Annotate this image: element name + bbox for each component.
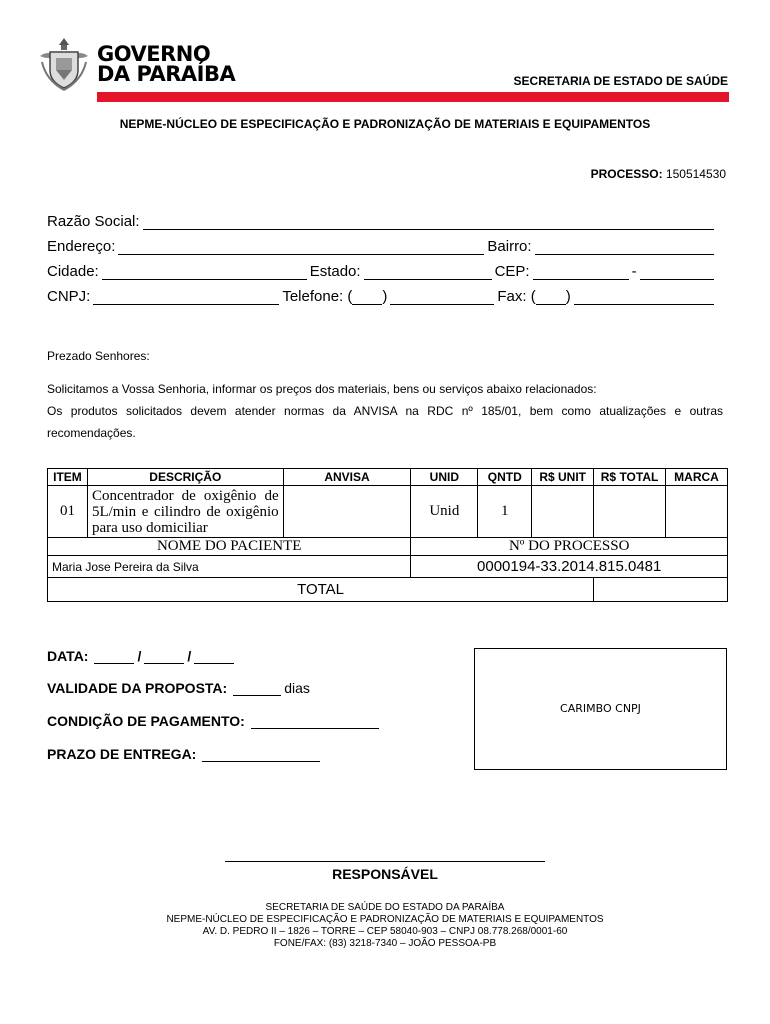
patient-label-row bbox=[48, 538, 728, 556]
data-year-blank[interactable] bbox=[194, 651, 234, 664]
header-anvisa: ANVISA bbox=[283, 469, 411, 486]
prazo-field: PRAZO DE ENTREGA: bbox=[47, 746, 323, 762]
data-month-blank[interactable] bbox=[144, 651, 184, 664]
data-field: DATA: / / bbox=[47, 648, 237, 664]
cep-suffix-blank[interactable] bbox=[640, 267, 714, 280]
table-row bbox=[48, 486, 728, 538]
header-marca: MARCA bbox=[666, 469, 728, 486]
telefone-blank[interactable] bbox=[390, 292, 494, 305]
footer-line3: AV. D. PEDRO II – 1826 – TORRE – CEP 58040-903 – CNPJ 08.778.268/0001-60 bbox=[202, 926, 568, 937]
cidade-row: Cidade: Estado: CEP: - bbox=[47, 263, 717, 280]
footer-line1: SECRETARIA DE SAÚDE DO ESTADO DA PARAÍBA bbox=[265, 902, 505, 913]
header-item: ITEM bbox=[48, 469, 88, 486]
request-paragraph: Solicitamos a Vossa Senhoria, informar os preços dos materiais, bens ou serviços abaixo relacionados: bbox=[47, 382, 597, 396]
processo-reference: PROCESSO: 150514530 bbox=[590, 167, 726, 181]
item-unid: Unid bbox=[411, 486, 478, 538]
items-table bbox=[47, 468, 728, 602]
cnpj-stamp-box[interactable] bbox=[474, 648, 727, 770]
data-day-blank[interactable] bbox=[94, 651, 134, 664]
stamp-label: CARIMBO CNPJ bbox=[560, 702, 641, 715]
item-marca[interactable] bbox=[666, 486, 728, 538]
prazo-blank[interactable] bbox=[202, 749, 320, 762]
validade-blank[interactable] bbox=[233, 683, 281, 696]
bairro-blank[interactable] bbox=[535, 242, 714, 255]
estado-blank[interactable] bbox=[364, 267, 492, 280]
government-logo-text: GOVERNO DA PARAÍBA bbox=[97, 42, 236, 86]
fax-ddd-blank[interactable] bbox=[536, 292, 566, 305]
footer-line4: FONE/FAX: (83) 3218-7340 – JOÃO PESSOA-PB bbox=[273, 938, 497, 949]
coat-of-arms-icon bbox=[36, 36, 92, 92]
condicao-field: CONDIÇÃO DE PAGAMENTO: bbox=[47, 713, 382, 729]
processo-value: 0000194-33.2014.815.0481 bbox=[411, 556, 728, 578]
condicao-blank[interactable] bbox=[251, 716, 379, 729]
anvisa-paragraph-line1: Os produtos solicitados devem atender normas da ANVISA na RDC nº 185/01, bem como atualizações e outras bbox=[47, 404, 723, 418]
cep-blank[interactable] bbox=[533, 267, 629, 280]
header-total: R$ TOTAL bbox=[594, 469, 666, 486]
patient-value-row bbox=[48, 556, 728, 578]
endereco-blank[interactable] bbox=[118, 242, 484, 255]
header-unit: R$ UNIT bbox=[532, 469, 594, 486]
header-qntd: QNTD bbox=[478, 469, 532, 486]
greeting: Prezado Senhores: bbox=[47, 349, 150, 363]
header-unid: UNID bbox=[411, 469, 478, 486]
item-qntd: 1 bbox=[478, 486, 532, 538]
anvisa-paragraph-line2: recomendações. bbox=[47, 426, 136, 440]
paciente-label: NOME DO PACIENTE bbox=[48, 538, 411, 556]
cnpj-row: CNPJ: Telefone: ( ) Fax: ( ) bbox=[47, 288, 717, 305]
header-red-bar bbox=[97, 92, 729, 102]
footer bbox=[0, 902, 770, 950]
item-description: Concentrador de oxigênio de 5L/min e cilindro de oxigênio para uso domiciliar bbox=[87, 486, 283, 538]
total-label: TOTAL bbox=[48, 578, 594, 602]
table-header-row bbox=[48, 469, 728, 486]
fax-blank[interactable] bbox=[574, 292, 714, 305]
item-anvisa[interactable] bbox=[283, 486, 411, 538]
document-title: NEPME-NÚCLEO DE ESPECIFICAÇÃO E PADRONIZAÇÃO DE MATERIAIS E EQUIPAMENTOS bbox=[119, 117, 651, 131]
header-descricao: DESCRIÇÃO bbox=[87, 469, 283, 486]
endereco-row: Endereço: Bairro: bbox=[47, 238, 717, 255]
signature-label: RESPONSÁVEL bbox=[332, 866, 438, 882]
processo-label: Nº DO PROCESSO bbox=[411, 538, 728, 556]
secretaria-heading: SECRETARIA DE ESTADO DE SAÚDE bbox=[513, 74, 728, 88]
processo-number: 150514530 bbox=[665, 167, 726, 181]
cidade-blank[interactable] bbox=[102, 267, 307, 280]
total-row bbox=[48, 578, 728, 602]
paciente-name: Maria Jose Pereira da Silva bbox=[48, 556, 411, 578]
total-value[interactable] bbox=[594, 578, 728, 602]
validade-field: VALIDADE DA PROPOSTA: dias bbox=[47, 680, 310, 696]
footer-line2: NEPME-NÚCLEO DE ESPECIFICAÇÃO E PADRONIZAÇÃO DE MATERIAIS E EQUIPAMENTOS bbox=[166, 914, 604, 925]
telefone-ddd-blank[interactable] bbox=[352, 292, 382, 305]
item-unit-price[interactable] bbox=[532, 486, 594, 538]
signature-line[interactable] bbox=[225, 861, 545, 862]
item-number: 01 bbox=[48, 486, 88, 538]
razao-social-field[interactable]: Razão Social: bbox=[47, 213, 717, 230]
item-total-price[interactable] bbox=[594, 486, 666, 538]
cnpj-blank[interactable] bbox=[93, 292, 279, 305]
razao-social-blank[interactable] bbox=[143, 217, 714, 230]
